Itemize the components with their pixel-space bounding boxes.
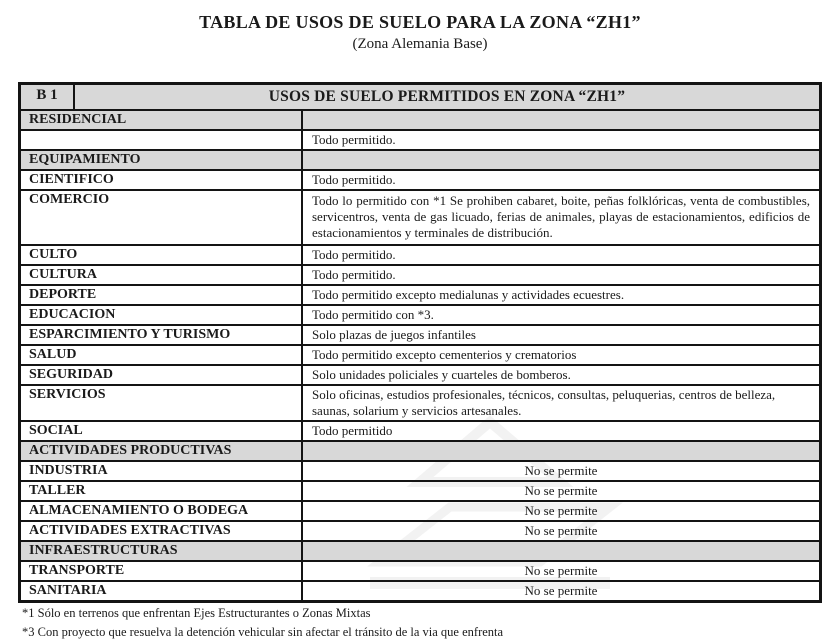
value-cell	[303, 111, 819, 129]
row-cultura	[21, 264, 819, 284]
footnote-3: *3 Con proyecto que resuelva la detención vehicular sin afectar el tránsito de la via que enfrenta	[22, 625, 504, 639]
land-use-table	[18, 82, 822, 603]
footnote-1: *1 Sólo en terrenos que enfrentan Ejes Estructurantes o Zonas Mixtas	[22, 606, 371, 620]
row-culto	[21, 244, 819, 264]
value-cell: No se permite	[524, 523, 598, 538]
row-esparcimiento-y-turismo	[21, 324, 819, 344]
row-industria	[21, 460, 819, 480]
row-seguridad	[21, 364, 819, 384]
row-actividades-extractivas	[21, 520, 819, 540]
table-title-cell: USOS DE SUELO PERMITIDOS EN ZONA “ZH1”	[268, 88, 626, 105]
document-header	[0, 12, 840, 53]
value-cell: Todo lo permitido con *1 Se prohiben cabaret, boite, peñas folklóricas, venta de combustibles, servicentros, venta de gas licuado, ferias de animales, playas de estacionamientos, edificios de estacionamientos y terminales de distribución.	[312, 193, 810, 240]
category-cell: INFRAESTRUCTURAS	[21, 542, 303, 560]
category-cell: INDUSTRIA	[21, 462, 303, 480]
category-cell: ESPARCIMIENTO Y TURISMO	[21, 326, 303, 344]
value-cell: No se permite	[524, 503, 598, 518]
category-cell: CIENTIFICO	[21, 171, 303, 189]
value-cell: Todo permitido excepto cementerios y crematorios	[312, 347, 577, 362]
value-cell: Todo permitido.	[312, 267, 396, 282]
category-cell: ACTIVIDADES PRODUCTIVAS	[21, 442, 303, 460]
table-code-cell: B 1	[21, 85, 75, 109]
category-cell	[21, 131, 303, 149]
category-cell: DEPORTE	[21, 286, 303, 304]
category-cell: TRANSPORTE	[21, 562, 303, 580]
category-cell: EDUCACION	[21, 306, 303, 324]
value-cell: Solo unidades policiales y cuarteles de bomberos.	[312, 367, 571, 382]
category-cell: ALMACENAMIENTO O BODEGA	[21, 502, 303, 520]
category-cell: SERVICIOS	[21, 386, 303, 420]
row-educacion	[21, 304, 819, 324]
value-cell: Todo permitido con *3.	[312, 307, 434, 322]
value-cell: No se permite	[524, 483, 598, 498]
row-infraestructuras	[21, 540, 819, 560]
row-cientifico	[21, 169, 819, 189]
category-cell: SOCIAL	[21, 422, 303, 440]
row-residencial-detail	[21, 129, 819, 149]
category-cell: SANITARIA	[21, 582, 303, 600]
value-cell: Todo permitido.	[312, 132, 396, 147]
footnotes	[22, 604, 503, 642]
row-almacenamiento-o-bodega	[21, 500, 819, 520]
value-cell: Todo permitido.	[312, 247, 396, 262]
category-cell: TALLER	[21, 482, 303, 500]
row-actividades-productivas	[21, 440, 819, 460]
value-cell: No se permite	[524, 583, 598, 598]
category-cell: RESIDENCIAL	[21, 111, 303, 129]
table-header-row	[21, 85, 819, 109]
value-cell	[303, 542, 819, 560]
value-cell	[303, 151, 819, 169]
row-comercio	[21, 189, 819, 244]
row-residencial	[21, 109, 819, 129]
row-transporte	[21, 560, 819, 580]
row-taller	[21, 480, 819, 500]
category-cell: ACTIVIDADES EXTRACTIVAS	[21, 522, 303, 540]
category-cell: SALUD	[21, 346, 303, 364]
value-cell	[303, 442, 819, 460]
value-cell: No se permite	[524, 463, 598, 478]
value-cell: Todo permitido excepto medialunas y actividades ecuestres.	[312, 287, 625, 302]
value-cell: Todo permitido.	[312, 172, 396, 187]
category-cell: CULTURA	[21, 266, 303, 284]
category-cell: CULTO	[21, 246, 303, 264]
value-cell: Solo oficinas, estudios profesionales, técnicos, consultas, peluquerias, centros de belleza, saunas, solarium y servicios artesanales.	[312, 387, 776, 418]
row-equipamiento	[21, 149, 819, 169]
row-servicios	[21, 384, 819, 420]
row-sanitaria	[21, 580, 819, 600]
value-cell: Solo plazas de juegos infantiles	[312, 327, 476, 342]
page-title: TABLA DE USOS DE SUELO PARA LA ZONA “ZH1”	[199, 12, 641, 32]
value-cell: No se permite	[524, 563, 598, 578]
category-cell: COMERCIO	[21, 191, 303, 244]
row-deporte	[21, 284, 819, 304]
row-salud	[21, 344, 819, 364]
category-cell: SEGURIDAD	[21, 366, 303, 384]
page-subtitle: (Zona Alemania Base)	[352, 36, 488, 52]
row-social	[21, 420, 819, 440]
category-cell: EQUIPAMIENTO	[21, 151, 303, 169]
value-cell: Todo permitido	[312, 423, 393, 438]
